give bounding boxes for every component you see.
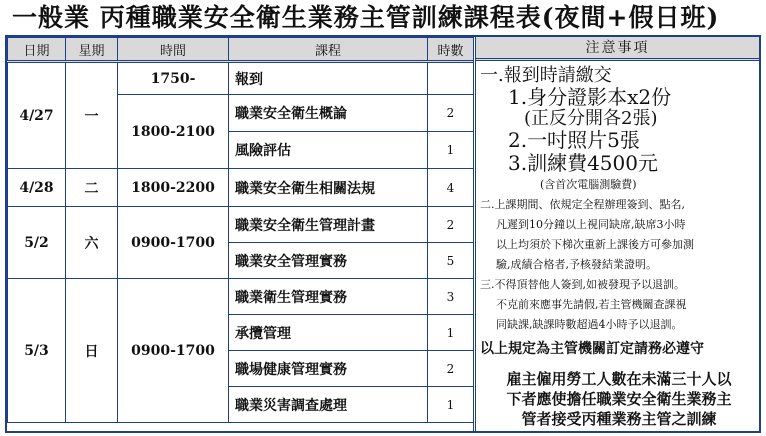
note-substitution: 三.不得頂替他人簽到,如被發現予以退訓。 — [480, 278, 685, 291]
header-weekday: 星期 — [66, 38, 118, 62]
hours-cell: 2 — [428, 207, 474, 243]
note-employer-line: 下者應使擔任職業安全衛生業務主 — [506, 390, 732, 408]
time-cell: 0900-1700 — [118, 207, 229, 279]
hours-cell: 1 — [428, 315, 474, 351]
date-cell: 5/2 — [8, 207, 66, 279]
note-fee-detail: (含首次電腦測驗費) — [540, 178, 637, 191]
weekday-cell: 一 — [66, 62, 118, 169]
page-title: 一般業 丙種職業安全衛生業務主管訓練課程表(夜間+假日班) — [12, 3, 720, 32]
table-row — [8, 62, 474, 95]
course-cell: 報到 — [229, 62, 428, 95]
weekday-cell: 日 — [66, 279, 118, 423]
table-row — [8, 279, 474, 315]
column-divider — [473, 37, 476, 431]
time-cell: 0900-1700 — [118, 279, 229, 423]
header-row — [8, 38, 474, 62]
note-registration: 一.報到時請繳交 — [480, 65, 612, 86]
weekday-cell: 六 — [66, 207, 118, 279]
date-cell: 4/28 — [8, 169, 66, 207]
note-employer-line: 管者接受丙種業務主管之訓練 — [521, 410, 717, 428]
date-cell: 4/27 — [8, 62, 66, 169]
notes-header: 注意事項 — [476, 37, 759, 61]
note-substitution-line: 同缺課,缺課時數超過4小時予以退訓。 — [496, 318, 683, 331]
course-cell: 職業安全衛生概論 — [229, 95, 428, 132]
weekday-cell: 二 — [66, 169, 118, 207]
course-cell: 職業安全衛生相關法規 — [229, 169, 428, 207]
date-cell: 5/3 — [8, 279, 66, 423]
table-row — [8, 207, 474, 243]
course-cell: 職業災害調查處理 — [229, 387, 428, 423]
course-cell: 職業衛生管理實務 — [229, 279, 428, 315]
time-cell: 1800-2200 — [118, 169, 229, 207]
time-cell: 1750- — [118, 62, 229, 95]
course-cell: 承攬管理 — [229, 315, 428, 351]
note-employer-line: 雇主僱用勞工人數在未滿三十人以 — [506, 370, 732, 388]
hours-cell — [428, 62, 474, 95]
note-attendance: 二.上課期間、依規定全程辦理簽到、點名, — [480, 198, 685, 211]
note-fee: 3.訓練費4500元 — [508, 151, 658, 175]
time-cell: 1800-2100 — [118, 95, 229, 169]
header-hours: 時數 — [428, 38, 474, 62]
note-substitution-line: 不克前來應事先請假,若主管機關查課視 — [496, 298, 687, 311]
note-compliance: 以上規定為主管機關訂定請務必遵守 — [480, 341, 704, 357]
hours-cell: 1 — [428, 132, 474, 169]
note-attendance-line: 驗,成績合格者,予核發結業證明。 — [496, 258, 657, 271]
header-course: 課程 — [229, 38, 428, 62]
course-cell: 職場健康管理實務 — [229, 351, 428, 387]
course-cell: 職業安全管理實務 — [229, 243, 428, 279]
note-photos: 2.一吋照片5張 — [508, 128, 640, 152]
note-attendance-line: 凡遲到10分鐘以上視同缺席,缺席3小時 — [496, 218, 686, 231]
header-time: 時間 — [118, 38, 229, 62]
note-id-copy: 1.身分證影本x2份 — [508, 85, 672, 109]
schedule-table — [7, 37, 474, 423]
notes-panel — [480, 64, 758, 429]
note-employer-rule — [480, 369, 758, 429]
hours-cell: 4 — [428, 169, 474, 207]
course-cell: 風險評估 — [229, 132, 428, 169]
hours-cell: 2 — [428, 351, 474, 387]
hours-cell: 3 — [428, 279, 474, 315]
header-date: 日期 — [8, 38, 66, 62]
hours-cell: 1 — [428, 387, 474, 423]
note-attendance-line: 以上均須於下梯次重新上課後方可參加測 — [496, 238, 694, 251]
hours-cell: 5 — [428, 243, 474, 279]
course-cell: 職業安全衛生管理計畫 — [229, 207, 428, 243]
hours-cell: 2 — [428, 95, 474, 132]
note-id-copy-detail: (正反分開各2張) — [524, 108, 658, 129]
table-row — [8, 169, 474, 207]
